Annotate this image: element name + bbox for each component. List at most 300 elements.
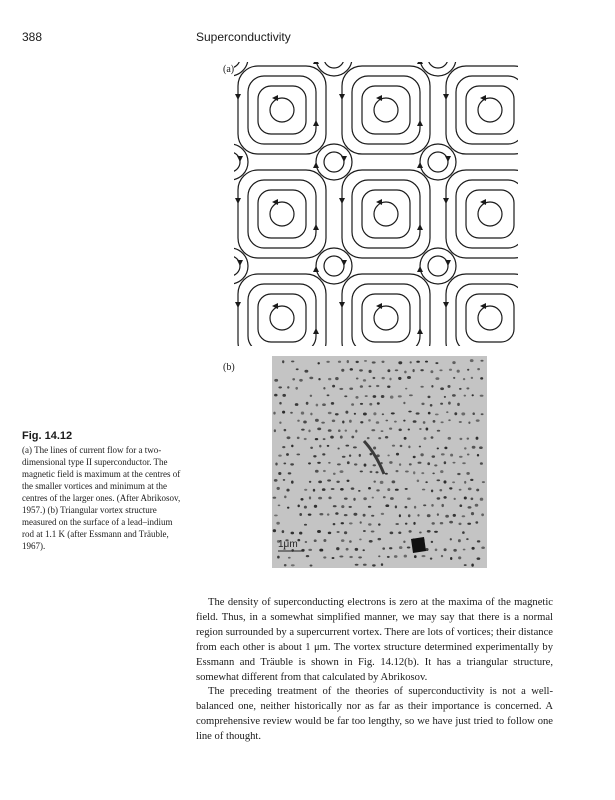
vortex-dot bbox=[328, 497, 331, 500]
vortex-dot bbox=[450, 538, 452, 540]
vortex-dot bbox=[419, 446, 421, 448]
large-vortex-core-line bbox=[270, 306, 294, 330]
vortex-dot bbox=[437, 497, 441, 499]
vortex-dot bbox=[345, 411, 348, 414]
vortex-dot bbox=[427, 462, 430, 465]
vortex-dot bbox=[323, 387, 325, 390]
vortex-dot bbox=[432, 473, 434, 475]
large-vortex-core-line bbox=[374, 202, 398, 226]
vortex-dot bbox=[301, 429, 305, 431]
vortex-dot bbox=[479, 446, 483, 449]
vortex-dot bbox=[321, 422, 325, 424]
vortex-dot bbox=[278, 504, 281, 506]
vortex-lattice-micrograph bbox=[272, 356, 487, 568]
vortex-dot bbox=[395, 523, 399, 525]
vortex-dot bbox=[360, 403, 363, 405]
panel-b-label: (b) bbox=[223, 362, 235, 373]
vortex-dot bbox=[363, 514, 366, 517]
vortex-dot bbox=[482, 481, 485, 483]
vortex-dot bbox=[318, 497, 322, 500]
vortex-dot bbox=[440, 470, 443, 473]
vortex-dot bbox=[398, 532, 401, 535]
vortex-dot bbox=[349, 540, 352, 543]
vortex-dot bbox=[434, 531, 438, 533]
vortex-dot bbox=[364, 360, 367, 362]
vortex-dot bbox=[351, 487, 355, 490]
vortex-dot bbox=[439, 489, 442, 491]
vortex-dot bbox=[274, 479, 278, 482]
vortex-dot bbox=[306, 402, 309, 405]
small-vortex-inner-line bbox=[428, 62, 448, 68]
vortex-dot bbox=[477, 540, 480, 542]
vortex-dot bbox=[360, 385, 363, 388]
vortex-dot bbox=[315, 438, 318, 440]
vortex-dot bbox=[408, 411, 411, 413]
vortex-dot bbox=[466, 472, 470, 475]
vortex-dot bbox=[335, 512, 338, 515]
vortex-dot bbox=[425, 481, 427, 483]
vortex-dot bbox=[274, 514, 278, 516]
vortex-dot bbox=[471, 547, 474, 550]
vortex-dot bbox=[298, 505, 300, 508]
current-direction-arrow bbox=[313, 120, 319, 126]
vortex-dot bbox=[396, 470, 399, 472]
vortex-dot bbox=[404, 555, 407, 558]
vortex-dot bbox=[382, 413, 384, 415]
vortex-dot bbox=[287, 436, 291, 439]
vortex-dot bbox=[282, 530, 285, 533]
vortex-dot bbox=[304, 524, 307, 526]
vortex-dot bbox=[449, 369, 452, 371]
vortex-dot bbox=[464, 564, 467, 566]
vortex-dot bbox=[345, 429, 347, 431]
vortex-dot bbox=[417, 514, 419, 516]
vortex-dot bbox=[403, 402, 405, 404]
vortex-dot bbox=[328, 462, 331, 464]
vortex-dot bbox=[437, 513, 439, 516]
vortex-dot bbox=[292, 378, 295, 380]
vortex-dot bbox=[358, 556, 362, 558]
vortex-dot bbox=[389, 547, 392, 549]
vortex-dot bbox=[337, 531, 340, 533]
vortex-dot bbox=[443, 496, 446, 499]
vortex-dot bbox=[389, 427, 392, 429]
vortex-dot bbox=[475, 504, 479, 507]
vortex-dot bbox=[378, 523, 381, 525]
vortex-dot bbox=[450, 454, 453, 457]
vortex-dot bbox=[355, 396, 358, 399]
vortex-dot bbox=[283, 479, 286, 481]
vortex-dot bbox=[481, 413, 484, 415]
vortex-dot bbox=[398, 377, 401, 380]
vortex-dot bbox=[342, 456, 346, 458]
vortex-dot bbox=[420, 453, 423, 456]
small-vortex-inner-line bbox=[428, 256, 448, 276]
vortex-dot bbox=[360, 470, 363, 472]
vortex-dot bbox=[462, 515, 466, 517]
vortex-dot bbox=[471, 512, 474, 515]
vortex-dot bbox=[299, 532, 302, 535]
vortex-dot bbox=[332, 385, 335, 388]
vortex-dot bbox=[372, 361, 376, 363]
vortex-dot bbox=[470, 359, 474, 362]
vortex-dot bbox=[459, 504, 462, 507]
vortex-dot bbox=[392, 480, 396, 483]
vortex-dot bbox=[440, 522, 443, 524]
vortex-dot bbox=[476, 437, 479, 440]
vortex-dot bbox=[407, 376, 411, 379]
vortex-dot bbox=[376, 421, 379, 424]
large-vortex-core-line bbox=[374, 306, 398, 330]
vortex-dot bbox=[297, 437, 300, 439]
current-direction-arrow bbox=[417, 120, 423, 126]
vortex-dot bbox=[304, 506, 307, 509]
vortex-dot bbox=[340, 470, 344, 473]
vortex-dot bbox=[405, 388, 407, 390]
vortex-dot bbox=[368, 523, 372, 525]
vortex-dot bbox=[279, 421, 281, 423]
vortex-dot bbox=[347, 461, 350, 464]
vortex-dot bbox=[421, 403, 424, 405]
large-vortex-middle-line bbox=[456, 284, 518, 346]
small-vortex-inner-line bbox=[324, 152, 344, 172]
vortex-dot bbox=[346, 548, 349, 551]
vortex-dot bbox=[464, 481, 466, 484]
vortex-dot bbox=[274, 394, 277, 397]
vortex-dot bbox=[471, 377, 473, 379]
large-vortex-inner-line bbox=[466, 86, 514, 134]
vortex-dot bbox=[458, 556, 461, 559]
vortex-dot bbox=[437, 430, 440, 432]
vortex-dot bbox=[444, 396, 446, 398]
vortex-dot bbox=[472, 394, 474, 396]
vortex-dot bbox=[408, 446, 410, 449]
vortex-dot bbox=[419, 532, 422, 534]
vortex-dot bbox=[315, 419, 319, 422]
vortex-dot bbox=[466, 387, 469, 389]
vortex-dot bbox=[291, 564, 295, 566]
vortex-dot bbox=[278, 472, 281, 475]
vortex-dot bbox=[304, 438, 307, 440]
vortex-dot bbox=[305, 541, 308, 543]
large-vortex-inner-line bbox=[466, 294, 514, 342]
vortex-dot bbox=[413, 456, 416, 458]
vortex-dot bbox=[480, 360, 483, 362]
vortex-dot bbox=[369, 370, 372, 373]
vortex-dot bbox=[373, 412, 376, 415]
vortex-dot bbox=[359, 369, 363, 371]
vortex-dot bbox=[431, 385, 433, 388]
vortex-dot bbox=[291, 360, 294, 362]
vortex-dot bbox=[480, 462, 483, 465]
vortex-dot bbox=[339, 556, 343, 558]
vortex-dot bbox=[322, 403, 326, 406]
small-vortex-inner-line bbox=[234, 62, 240, 68]
vortex-dot bbox=[291, 532, 295, 535]
current-direction-arrow bbox=[443, 94, 449, 100]
vortex-dot bbox=[405, 523, 408, 525]
vortex-dot bbox=[413, 420, 417, 423]
vortex-dot bbox=[291, 445, 293, 448]
vortex-dot bbox=[412, 369, 414, 372]
vortex-dot bbox=[373, 480, 375, 482]
vortex-dot bbox=[391, 412, 395, 414]
vortex-dot bbox=[372, 564, 376, 566]
vortex-dot bbox=[383, 496, 386, 498]
current-direction-arrow bbox=[443, 198, 449, 204]
vortex-dot bbox=[372, 497, 374, 499]
vortex-dot bbox=[318, 481, 322, 484]
vortex-dot bbox=[290, 463, 294, 465]
vortex-dot bbox=[464, 447, 467, 449]
vortex-dot bbox=[354, 463, 357, 465]
vortex-dot bbox=[297, 420, 299, 422]
large-vortex-outer-line bbox=[446, 170, 518, 258]
current-direction-arrow bbox=[237, 156, 243, 162]
vortex-dot bbox=[467, 437, 469, 439]
vortex-dot bbox=[355, 564, 359, 566]
vortex-dot bbox=[439, 369, 442, 371]
vortex-dot bbox=[387, 556, 390, 558]
vortex-dot bbox=[470, 479, 473, 481]
vortex-dot bbox=[448, 437, 451, 440]
vortex-dot bbox=[328, 412, 332, 414]
vortex-dot bbox=[421, 472, 424, 474]
vortex-dot bbox=[467, 523, 471, 525]
vortex-dot bbox=[371, 515, 374, 517]
vortex-dot bbox=[404, 506, 407, 509]
vortex-dot bbox=[373, 395, 377, 398]
large-vortex-core-line bbox=[478, 98, 502, 122]
vortex-dot bbox=[349, 556, 352, 558]
vortex-dot bbox=[390, 532, 394, 535]
small-vortex-inner-line bbox=[234, 256, 240, 276]
vortex-dot bbox=[308, 549, 312, 551]
large-vortex-core-line bbox=[270, 98, 294, 122]
vortex-dot bbox=[288, 472, 292, 474]
vortex-dot bbox=[459, 456, 463, 458]
vortex-dot bbox=[347, 480, 350, 482]
vortex-dot bbox=[344, 497, 348, 499]
vortex-dot bbox=[432, 455, 435, 457]
vortex-dot bbox=[371, 531, 375, 533]
vortex-dot bbox=[410, 361, 412, 363]
large-vortex-inner-line bbox=[258, 294, 306, 342]
current-direction-arrow bbox=[235, 94, 241, 100]
vortex-dot bbox=[340, 488, 344, 491]
vortex-dot bbox=[389, 378, 391, 381]
vortex-dot bbox=[373, 377, 376, 379]
vortex-dot bbox=[445, 515, 449, 518]
vortex-dot bbox=[306, 555, 309, 557]
vortex-dot bbox=[389, 461, 392, 464]
vortex-dot bbox=[431, 504, 433, 507]
vortex-dot bbox=[295, 403, 299, 406]
vortex-dot bbox=[355, 430, 357, 433]
current-direction-arrow bbox=[417, 266, 423, 272]
vortex-dot bbox=[458, 523, 461, 525]
vortex-dot bbox=[457, 370, 460, 373]
vortex-dot bbox=[309, 481, 311, 483]
vortex-dot bbox=[427, 514, 431, 517]
vortex-dot bbox=[463, 378, 465, 380]
current-direction-arrow bbox=[417, 62, 423, 64]
vortex-dot bbox=[333, 473, 336, 475]
large-vortex-outer-line bbox=[238, 274, 326, 346]
vortex-dot bbox=[426, 427, 429, 430]
vortex-dot bbox=[309, 496, 311, 499]
vortex-dot bbox=[310, 413, 312, 416]
vortex-dot bbox=[468, 488, 472, 491]
vortex-dot bbox=[399, 428, 402, 431]
vortex-dot bbox=[431, 541, 433, 543]
current-direction-arrow bbox=[235, 198, 241, 204]
vortex-dot bbox=[282, 446, 285, 448]
vortex-dot bbox=[368, 419, 371, 421]
vortex-dot bbox=[464, 395, 466, 397]
vortex-dot bbox=[381, 395, 385, 398]
vortex-dot bbox=[313, 489, 315, 492]
vortex-dot bbox=[318, 378, 320, 380]
vortex-dot bbox=[274, 379, 278, 382]
vortex-dot bbox=[395, 369, 399, 371]
vortex-dot bbox=[458, 539, 461, 542]
vortex-dot bbox=[353, 446, 357, 448]
vortex-dot bbox=[333, 505, 337, 507]
vortex-dot bbox=[400, 445, 403, 447]
vortex-dot bbox=[314, 539, 317, 542]
current-direction-arrow bbox=[339, 94, 345, 100]
vortex-dot bbox=[444, 461, 447, 464]
body-text bbox=[196, 596, 553, 745]
vortex-dot bbox=[403, 420, 405, 422]
large-vortex-inner-line bbox=[362, 294, 410, 342]
vortex-dot bbox=[459, 438, 462, 440]
vortex-dot bbox=[448, 419, 450, 421]
vortex-dot bbox=[416, 361, 420, 363]
large-vortex-inner-line bbox=[258, 86, 306, 134]
vortex-dot bbox=[453, 549, 457, 552]
vortex-dot bbox=[316, 404, 319, 407]
vortex-dot bbox=[273, 412, 275, 415]
small-vortex-outer-line bbox=[420, 248, 456, 284]
vortex-dot bbox=[322, 453, 325, 455]
vortex-dot bbox=[291, 481, 294, 484]
vortex-dot bbox=[409, 463, 412, 465]
vortex-dot bbox=[347, 360, 349, 363]
vortex-current-lines-diagram bbox=[234, 62, 518, 346]
vortex-dot bbox=[409, 394, 413, 396]
vortex-dot bbox=[368, 487, 371, 490]
vortex-dot bbox=[403, 540, 405, 543]
vortex-dot bbox=[349, 388, 353, 390]
vortex-dot bbox=[472, 412, 474, 415]
vortex-dot bbox=[319, 513, 323, 515]
paragraph-1: The density of superconducting electrons is zero at the maxima of the magnetic field. Thus, in a somewhat simplified manner, we may say that there is a normal region surrounded by a supercurrent vortex. There are lots of vortices; their distance from each other is about 1 μm. The vortex structure determined experimentally by Essmann and Träuble is shown in Fig. 14.12(b). It has a triangular structure, somewhat different from that calculated by Abrikosov. bbox=[196, 597, 553, 683]
vortex-dot bbox=[409, 530, 412, 533]
vortex-dot bbox=[480, 498, 484, 501]
vortex-dot bbox=[441, 421, 444, 423]
vortex-dot bbox=[430, 404, 433, 407]
vortex-dot bbox=[385, 436, 388, 439]
vortex-dot bbox=[279, 402, 281, 405]
vortex-dot bbox=[335, 377, 339, 380]
small-vortex-inner-line bbox=[324, 62, 344, 68]
vortex-dot bbox=[290, 412, 293, 414]
vortex-dot bbox=[414, 555, 417, 558]
vortex-dot bbox=[468, 506, 472, 509]
vortex-dot bbox=[338, 361, 341, 363]
current-direction-arrow bbox=[339, 198, 345, 204]
vortex-dot bbox=[273, 497, 277, 499]
vortex-dot bbox=[287, 386, 289, 389]
vortex-dot bbox=[356, 378, 359, 380]
vortex-dot bbox=[317, 530, 321, 533]
vortex-dot bbox=[354, 413, 356, 415]
vortex-dot bbox=[282, 360, 284, 363]
vortex-dot bbox=[301, 412, 304, 415]
vortex-dot bbox=[435, 377, 439, 380]
vortex-dot bbox=[398, 361, 402, 364]
vortex-dot bbox=[370, 471, 373, 473]
vortex-dot bbox=[308, 513, 312, 515]
vortex-dot bbox=[413, 522, 415, 525]
vortex-dot bbox=[444, 447, 447, 450]
vortex-dot bbox=[274, 429, 276, 432]
vortex-dot bbox=[481, 547, 485, 550]
current-direction-arrow bbox=[313, 162, 319, 168]
current-direction-arrow bbox=[313, 328, 319, 334]
vortex-dot bbox=[432, 522, 435, 525]
vortex-dot bbox=[341, 505, 344, 508]
vortex-dot bbox=[337, 447, 339, 449]
vortex-dot bbox=[444, 548, 447, 551]
vortex-dot bbox=[365, 395, 368, 397]
vortex-dot bbox=[452, 361, 455, 364]
vortex-dot bbox=[394, 421, 397, 423]
vortex-dot bbox=[477, 368, 480, 370]
vortex-dot bbox=[477, 454, 479, 457]
vortex-dot bbox=[390, 396, 393, 399]
vortex-dot bbox=[323, 539, 326, 542]
vortex-dot bbox=[284, 496, 286, 499]
vortex-dot bbox=[385, 420, 388, 422]
vortex-dot bbox=[283, 462, 286, 464]
vortex-dot bbox=[363, 530, 366, 532]
vortex-dot bbox=[340, 436, 343, 439]
vortex-dot bbox=[452, 394, 456, 397]
large-vortex-outer-line bbox=[342, 170, 430, 258]
vortex-dot bbox=[436, 479, 440, 481]
vortex-dot bbox=[453, 514, 456, 517]
vortex-dot bbox=[385, 473, 388, 475]
large-vortex-core-line bbox=[374, 98, 398, 122]
vortex-dot bbox=[448, 402, 451, 405]
large-vortex-core-line bbox=[478, 202, 502, 226]
vortex-dot bbox=[363, 549, 365, 551]
vortex-dot bbox=[369, 403, 372, 406]
current-direction-arrow bbox=[341, 156, 347, 162]
vortex-dot bbox=[447, 385, 450, 388]
vortex-dot bbox=[395, 505, 397, 508]
figure-caption bbox=[22, 430, 182, 552]
vortex-dot bbox=[304, 370, 308, 373]
large-vortex-outer-line bbox=[446, 66, 518, 154]
vortex-dot bbox=[323, 470, 326, 472]
vortex-dot bbox=[440, 403, 443, 405]
vortex-dot bbox=[378, 555, 380, 557]
vortex-dot bbox=[418, 462, 422, 464]
